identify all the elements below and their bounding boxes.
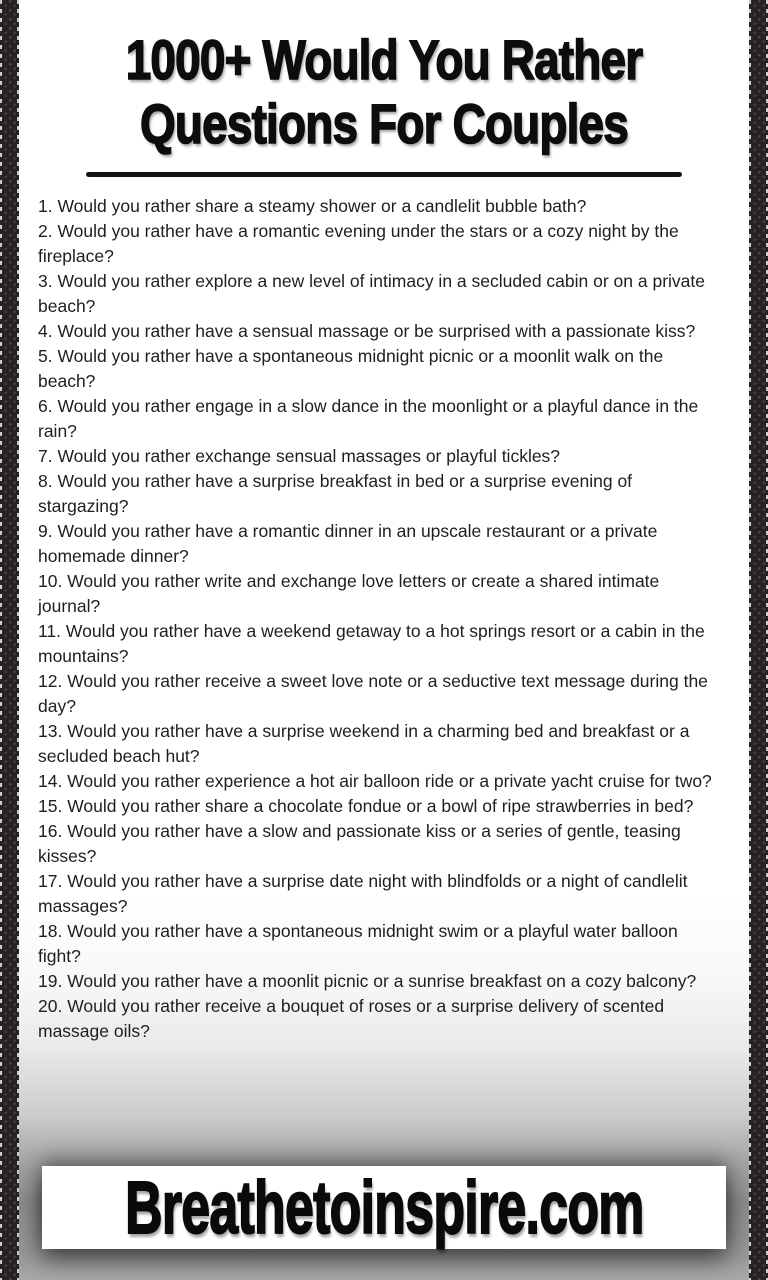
page-title: [19, 28, 749, 156]
question-item: 9. Would you rather have a romantic dinner in an upscale restaurant or a private homemade dinner?: [38, 521, 658, 566]
site-name: Breathetoinspire.com: [124, 1165, 644, 1249]
question-item: 2. Would you rather have a romantic evening under the stars or a cozy night by the fireplace?: [38, 221, 679, 266]
questions-list: [19, 194, 749, 1044]
page-title-line-1: 1000+ Would You Rather: [125, 28, 643, 91]
question-item: 19. Would you rather have a moonlit picnic or a sunrise breakfast on a cozy balcony?: [38, 971, 697, 991]
content-area: [19, 0, 749, 1280]
question-item: 8. Would you rather have a surprise breakfast in bed or a surprise evening of stargazing?: [38, 471, 633, 516]
question-item: 16. Would you rather have a slow and passionate kiss or a series of gentle, teasing kisses?: [38, 821, 681, 866]
question-item: 13. Would you rather have a surprise weekend in a charming bed and breakfast or a secluded beach hut?: [38, 721, 690, 766]
question-item: 18. Would you rather have a spontaneous midnight swim or a playful water balloon fight?: [38, 921, 678, 966]
question-item: 14. Would you rather experience a hot air balloon ride or a private yacht cruise for two?: [38, 771, 712, 791]
question-item: 15. Would you rather share a chocolate fondue or a bowl of ripe strawberries in bed?: [38, 796, 694, 816]
question-item: 7. Would you rather exchange sensual massages or playful tickles?: [38, 446, 561, 466]
question-item: 11. Would you rather have a weekend getaway to a hot springs resort or a cabin in the mountains?: [38, 621, 705, 666]
question-item: 3. Would you rather explore a new level of intimacy in a secluded cabin or on a private beach?: [38, 271, 705, 316]
footer-bar: [42, 1166, 726, 1249]
title-divider: [86, 172, 682, 177]
question-item: 17. Would you rather have a surprise date night with blindfolds or a night of candlelit massages?: [38, 871, 688, 916]
question-item: 10. Would you rather write and exchange love letters or create a shared intimate journal?: [38, 571, 660, 616]
question-item: 1. Would you rather share a steamy shower or a candlelit bubble bath?: [38, 196, 587, 216]
question-item: 6. Would you rather engage in a slow dance in the moonlight or a playful dance in the rain?: [38, 396, 699, 441]
right-stitched-border-decoration: [749, 0, 768, 1280]
question-item: 4. Would you rather have a sensual massage or be surprised with a passionate kiss?: [38, 321, 696, 341]
question-item: 5. Would you rather have a spontaneous midnight picnic or a moonlit walk on the beach?: [38, 346, 664, 391]
left-stitched-border-decoration: [0, 0, 19, 1280]
page-title-line-2: Questions For Couples: [140, 92, 628, 155]
question-item: 20. Would you rather receive a bouquet of roses or a surprise delivery of scented massage oils?: [38, 996, 665, 1041]
question-item: 12. Would you rather receive a sweet love note or a seductive text message during the day?: [38, 671, 708, 716]
